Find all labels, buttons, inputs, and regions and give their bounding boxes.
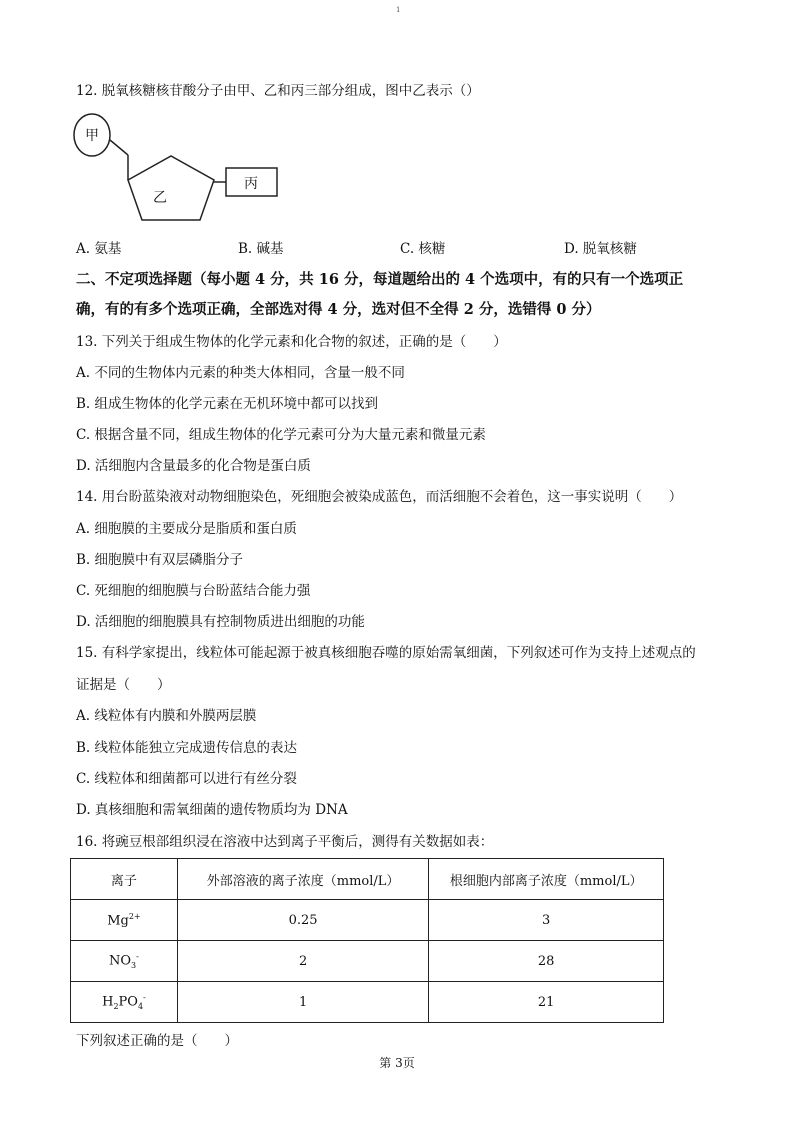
q13-option-c: C. 根据含量不同，组成生物体的化学元素可分为大量元素和微量元素 <box>76 427 486 443</box>
header-inner-concentration: 根细胞内部离子浓度（mmol/L） <box>429 859 664 900</box>
q12-option-d: D. 脱氧核糖 <box>564 241 637 257</box>
header-ion: 离子 <box>71 859 178 900</box>
inner-value: 28 <box>429 941 664 982</box>
q12-option-a: A. 氨基 <box>76 241 122 257</box>
outer-value: 0.25 <box>177 900 429 941</box>
q14-option-b: B. 细胞膜中有双层磷脂分子 <box>76 552 244 568</box>
q13-option-b: B. 组成生物体的化学元素在无机环境中都可以找到 <box>76 396 379 412</box>
q15-option-b: B. 线粒体能独立完成遗传信息的表达 <box>76 740 298 756</box>
q14-option-d: D. 活细胞的细胞膜具有控制物质进出细胞的功能 <box>76 614 365 630</box>
q15-stem-line2: 证据是（ ） <box>76 677 171 693</box>
q14-stem: 14. 用台盼蓝染液对动物细胞染色，死细胞会被染成蓝色，而活细胞不会着色，这一事实说明（ ） <box>76 489 683 505</box>
q15-stem-line1: 15. 有科学家提出，线粒体可能起源于被真核细胞吞噬的原始需氧细菌，下列叙述可作为支持上述观点的 <box>76 645 696 661</box>
q16-followup: 下列叙述正确的是（ ） <box>76 1033 238 1049</box>
q15-option-d: D. 真核细胞和需氧细菌的遗传物质均为 DNA <box>76 802 348 818</box>
q15-option-a: A. 线粒体有内膜和外膜两层膜 <box>76 708 257 724</box>
q14-option-c: C. 死细胞的细胞膜与台盼蓝结合能力强 <box>76 583 311 599</box>
table-row <box>71 982 664 1023</box>
q12-option-b: B. 碱基 <box>238 241 284 257</box>
table-row <box>71 900 664 941</box>
table-row <box>71 941 664 982</box>
ion-concentration-table <box>70 858 664 1023</box>
header-outer-concentration: 外部溶液的离子浓度（mmol/L） <box>177 859 429 900</box>
q13-option-d: D. 活细胞内含量最多的化合物是蛋白质 <box>76 458 311 474</box>
outer-value: 2 <box>177 941 429 982</box>
q12-stem: 12. 脱氧核糖核苷酸分子由甲、乙和丙三部分组成，图中乙表示（） <box>76 83 480 99</box>
ion-name: $H_2PO_4^-$ <box>71 982 178 1023</box>
yi-pentagon <box>128 156 214 220</box>
ion-name: $Mg^{2+}$ <box>71 900 178 941</box>
jia-label: 甲 <box>85 128 99 144</box>
jia-connector <box>110 140 128 155</box>
outer-value: 1 <box>177 982 429 1023</box>
q15-option-c: C. 线粒体和细菌都可以进行有丝分裂 <box>76 771 297 787</box>
q12-diagram <box>70 110 310 230</box>
bing-label: 丙 <box>244 176 258 192</box>
q13-option-a: A. 不同的生物体内元素的种类大体相同，含量一般不同 <box>76 365 405 381</box>
page-footer: 第 3页 <box>379 1056 415 1070</box>
inner-value: 3 <box>429 900 664 941</box>
q14-option-a: A. 细胞膜的主要成分是脂质和蛋白质 <box>76 521 297 537</box>
q12-option-c: C. 核糖 <box>400 241 446 257</box>
section2-heading-line2: 确，有的有多个选项正确，全部选对得 4 分，选对但不全得 2 分，选错得 0 分） <box>76 301 601 318</box>
inner-value: 21 <box>429 982 664 1023</box>
page-header-mark: 1 <box>396 6 401 14</box>
q16-stem: 16. 将豌豆根部组织浸在溶液中达到离子平衡后，测得有关数据如表： <box>76 834 494 850</box>
q13-stem: 13. 下列关于组成生物体的化学元素和化合物的叙述，正确的是（ ） <box>76 334 507 350</box>
section2-heading-line1: 二、不定项选择题（每小题 4 分，共 16 分，每道题给出的 4 个选项中，有的只有一个选项正 <box>76 271 684 288</box>
table-header-row <box>71 859 664 900</box>
yi-label: 乙 <box>153 190 167 206</box>
ion-name: $NO_3^-$ <box>71 941 178 982</box>
